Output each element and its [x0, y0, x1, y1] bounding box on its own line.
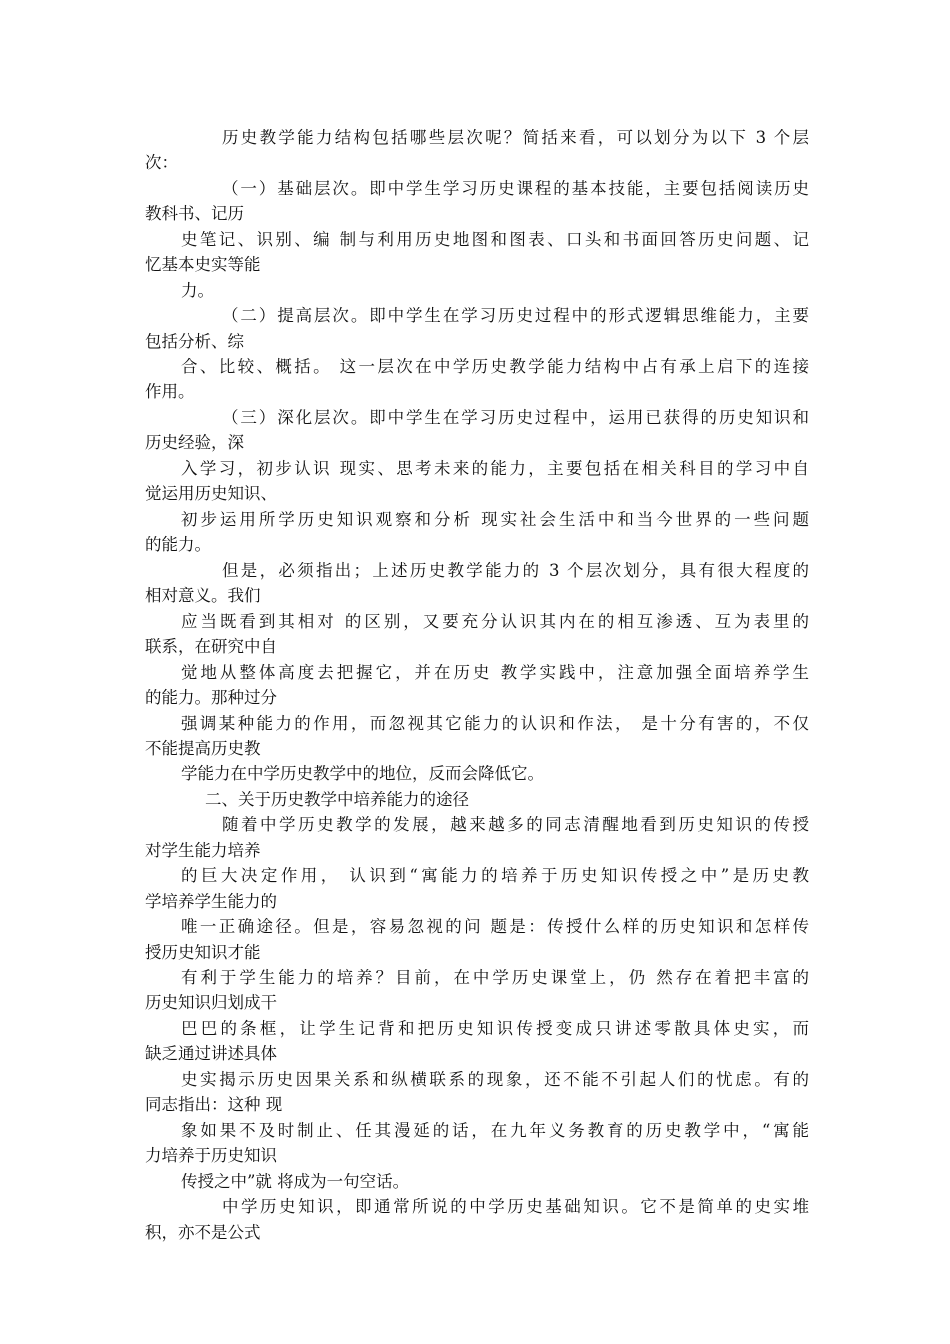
- text-line: 历史经验，深: [145, 433, 244, 452]
- text-line: 应当既看到其相对 的区别，又要充分认识其内在的相互渗透、互为表里的: [181, 612, 809, 631]
- text-line: 入学习，初步认识 现实、思考未来的能力，主要包括在相关科目的学习中自: [181, 459, 809, 478]
- text-line: 强调某种能力的作用，而忽视其它能力的认识和作法， 是十分有害的，不仅: [181, 714, 809, 733]
- text-line: 缺乏通过讲述具体: [145, 1044, 277, 1063]
- text-line: 作用。: [145, 382, 195, 401]
- text-line: 合、比较、概括。 这一层次在中学历史教学能力结构中占有承上启下的连接: [181, 357, 809, 376]
- text-line: 相对意义。我们: [145, 586, 261, 605]
- text-line: 随着中学历史教学的发展，越来越多的同志清醒地看到历史知识的传授: [222, 815, 809, 834]
- text-line: 初步运用所学历史知识观察和分析 现实社会生活中和当今世界的一些问题: [181, 510, 809, 529]
- text-line: 学能力在中学历史教学中的地位，反而会降低它。: [181, 764, 544, 783]
- text-line: 历史教学能力结构包括哪些层次呢？简括来看，可以划分为以下 3 个层: [222, 128, 809, 147]
- text-line: 的能力。那种过分: [145, 688, 277, 707]
- text-line: 传授之中”就 将成为一句空话。: [181, 1172, 410, 1191]
- text-line: 巴巴的条框，让学生记背和把历史知识传授变成只讲述零散具体史实，而: [181, 1019, 809, 1038]
- text-line: 觉地从整体高度去把握它，并在历史 教学实践中，注意加强全面培养学生: [181, 663, 809, 682]
- text-line: 历史知识归划成干: [145, 993, 277, 1012]
- text-line: 中学历史知识，即通常所说的中学历史基础知识。它不是简单的史实堆: [222, 1197, 809, 1216]
- text-line: 的巨大决定作用， 认识到“寓能力的培养于历史知识传授之中”是历史教: [181, 866, 809, 885]
- text-line: （一）基础层次。即中学生学习历史课程的基本技能，主要包括阅读历史: [222, 179, 809, 198]
- text-line: 对学生能力培养: [145, 841, 261, 860]
- section-heading: 二、关于历史教学中培养能力的途径: [205, 790, 469, 809]
- text-line: 有利于学生能力的培养？目前，在中学历史课堂上，仍 然存在着把丰富的: [181, 968, 809, 987]
- text-line: （二）提高层次。即中学生在学习历史过程中的形式逻辑思维能力，主要: [222, 306, 809, 325]
- text-line: 积，亦不是公式: [145, 1223, 261, 1242]
- text-line: 象如果不及时制止、任其漫延的话，在九年义务教育的历史教学中，“寓能: [181, 1121, 809, 1140]
- text-line: 不能提高历史教: [145, 739, 261, 758]
- text-line: 包括分析、综: [145, 332, 244, 351]
- text-line: 但是，必须指出；上述历史教学能力的 3 个层次划分，具有很大程度的: [222, 561, 809, 580]
- text-line: （三）深化层次。即中学生在学习历史过程中，运用已获得的历史知识和: [222, 408, 809, 427]
- text-line: 史笔记、识别、编 制与利用历史地图和图表、口头和书面回答历史问题、记: [181, 230, 809, 249]
- text-line: 次：: [145, 153, 178, 172]
- text-line: 授历史知识才能: [145, 943, 261, 962]
- text-line: 同志指出：这种 现: [145, 1095, 283, 1114]
- text-line: 史实揭示历史因果关系和纵横联系的现象，还不能不引起人们的忧虑。有的: [181, 1070, 809, 1089]
- text-line: 学培养学生能力的: [145, 892, 277, 911]
- text-line: 力培养于历史知识: [145, 1146, 277, 1165]
- text-line: 教科书、记历: [145, 204, 244, 223]
- text-line: 觉运用历史知识、: [145, 484, 277, 503]
- text-line: 唯一正确途径。但是，容易忽视的问 题是：传授什么样的历史知识和怎样传: [181, 917, 809, 936]
- text-line: 联系，在研究中自: [145, 637, 277, 656]
- text-line: 忆基本史实等能: [145, 255, 261, 274]
- text-line: 的能力。: [145, 535, 211, 554]
- text-line: 力。: [181, 281, 214, 300]
